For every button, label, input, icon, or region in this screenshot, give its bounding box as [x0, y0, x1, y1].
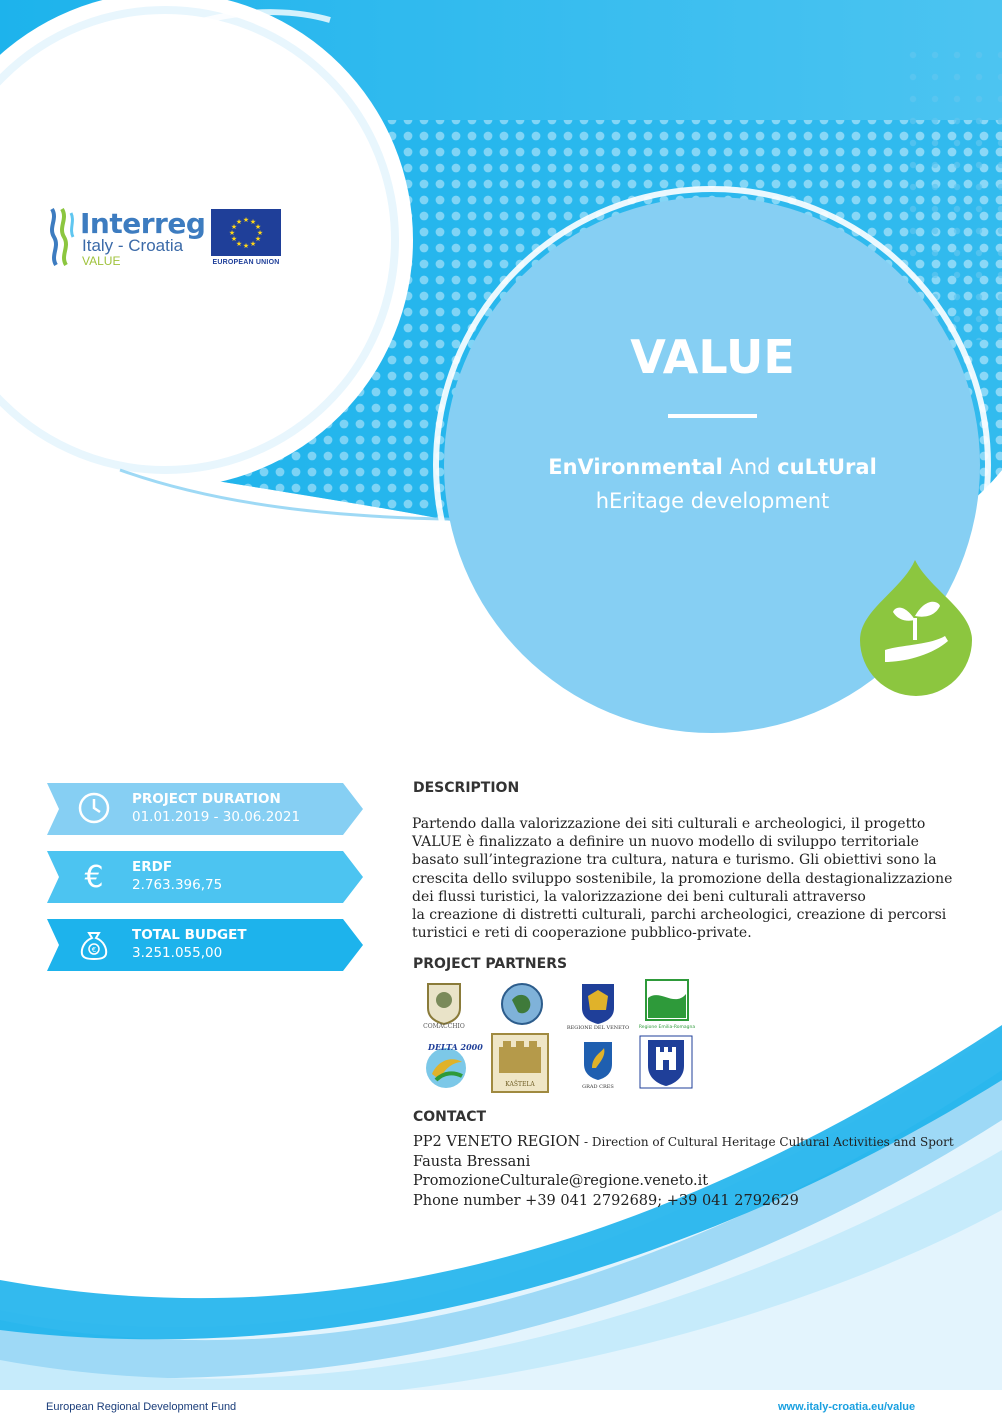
description-body [412, 815, 972, 942]
partner-logo-veneto [566, 978, 630, 1031]
description-line: VALUE è finalizzato a definire un nuovo modello di sviluppo territoriale [412, 834, 919, 851]
contact-heading: CONTACT [413, 1109, 487, 1125]
budget-value: 3.251.055,00 [132, 945, 223, 961]
project-subtitle [460, 450, 965, 518]
contact-org: PP2 VENETO REGION [413, 1134, 581, 1150]
total-budget-box [47, 919, 362, 971]
subtitle-line-2: hEritage development [595, 489, 830, 513]
description-line: dei flussi turistici, la valorizzazione dei beni culturali attraverso [412, 888, 866, 905]
svg-text:★: ★ [249, 240, 257, 248]
erdf-box [47, 851, 362, 903]
description-line: turistici e reti di cooperazione pubblico-private. [412, 925, 752, 942]
description-line: Partendo dalla valorizzazione dei siti culturali e archeologici, il progetto [412, 816, 926, 832]
partner-caption: Regione Emilia-Romagna [638, 1025, 696, 1030]
clock-icon [77, 791, 111, 825]
svg-text:★: ★ [254, 235, 262, 243]
partner-caption: REGIONE DEL VENETO [566, 1025, 630, 1031]
erdf-label: ERDF [132, 859, 173, 875]
contact-org-detail: - Direction of Cultural Heritage Cultural Activities and Sport [580, 1135, 954, 1149]
description-line: basato sull’integrazione tra cultura, natura e turismo. Gli obiettivi sono la [412, 852, 937, 869]
svg-text:★: ★ [228, 229, 236, 237]
duration-value: 01.01.2019 - 30.06.2021 [132, 809, 301, 825]
svg-text:★: ★ [242, 216, 250, 224]
description-line: la creazione di distretti culturali, parchi archeologici, creazione di percorsi [412, 907, 947, 924]
svg-text:★: ★ [230, 235, 238, 243]
footer-fund-name: European Regional Development Fund [46, 1401, 237, 1413]
svg-text:★: ★ [242, 242, 250, 250]
description-line: crescita dello sviluppo sostenibile, la promozione della destagionalizzazione [412, 870, 953, 887]
money-bag-icon [77, 927, 111, 961]
subtitle-bold-2: cuLtUral [777, 455, 877, 479]
contact-phone: Phone number +39 041 2792689; +39 041 2792629 [413, 1192, 799, 1209]
subtitle-bold-1: EnVironmental [548, 455, 723, 479]
partner-logo-cres [572, 1038, 624, 1090]
duration-label: PROJECT DURATION [132, 791, 281, 807]
svg-text:★: ★ [256, 229, 264, 237]
footer-website-link[interactable]: www.italy-croatia.eu/value [778, 1401, 916, 1413]
description-heading: DESCRIPTION [413, 780, 520, 796]
partner-logo-emilia-romagna [638, 978, 696, 1030]
svg-text:★: ★ [254, 223, 262, 231]
erdf-value: 2.763.396,75 [132, 877, 223, 893]
project-tag: VALUE [82, 254, 121, 268]
program-name: Italy - Croatia [82, 236, 184, 255]
budget-label: TOTAL BUDGET [132, 927, 247, 943]
svg-text:€: € [91, 946, 97, 954]
contact-details [413, 1133, 954, 1211]
partner-caption: KAŠTELA [505, 1081, 535, 1088]
svg-text:★: ★ [249, 218, 257, 226]
interreg-waves-icon [46, 207, 76, 267]
partner-caption: GRAD CRES [582, 1084, 614, 1090]
partner-logo-park [496, 978, 548, 1030]
partner-caption: DELTA 2000 [428, 1042, 483, 1052]
contact-email[interactable]: PromozioneCulturale@regione.veneto.it [413, 1173, 709, 1189]
svg-text:★: ★ [230, 223, 238, 231]
svg-text:★: ★ [235, 240, 243, 248]
partner-caption: COMACCHIO [423, 1023, 465, 1030]
partners-heading: PROJECT PARTNERS [413, 956, 568, 972]
project-duration-box [47, 783, 362, 835]
page-title: VALUE [630, 330, 795, 384]
partner-logo-zadar [640, 1036, 692, 1088]
interreg-logo-text: Interreg [80, 207, 206, 240]
contact-name: Fausta Bressani [413, 1153, 531, 1170]
eu-flag-icon [211, 209, 281, 256]
subtitle-plain-1: And [722, 455, 778, 479]
svg-text:★: ★ [235, 218, 243, 226]
euro-icon [77, 859, 111, 893]
partner-logo-comacchio [418, 978, 470, 1030]
eu-label: EUROPEAN UNION [212, 259, 280, 266]
partner-logo-kastela [491, 1033, 549, 1093]
svg-text:€: € [84, 860, 104, 895]
partner-logo-delta2000 [418, 1040, 483, 1092]
title-divider [668, 414, 757, 418]
